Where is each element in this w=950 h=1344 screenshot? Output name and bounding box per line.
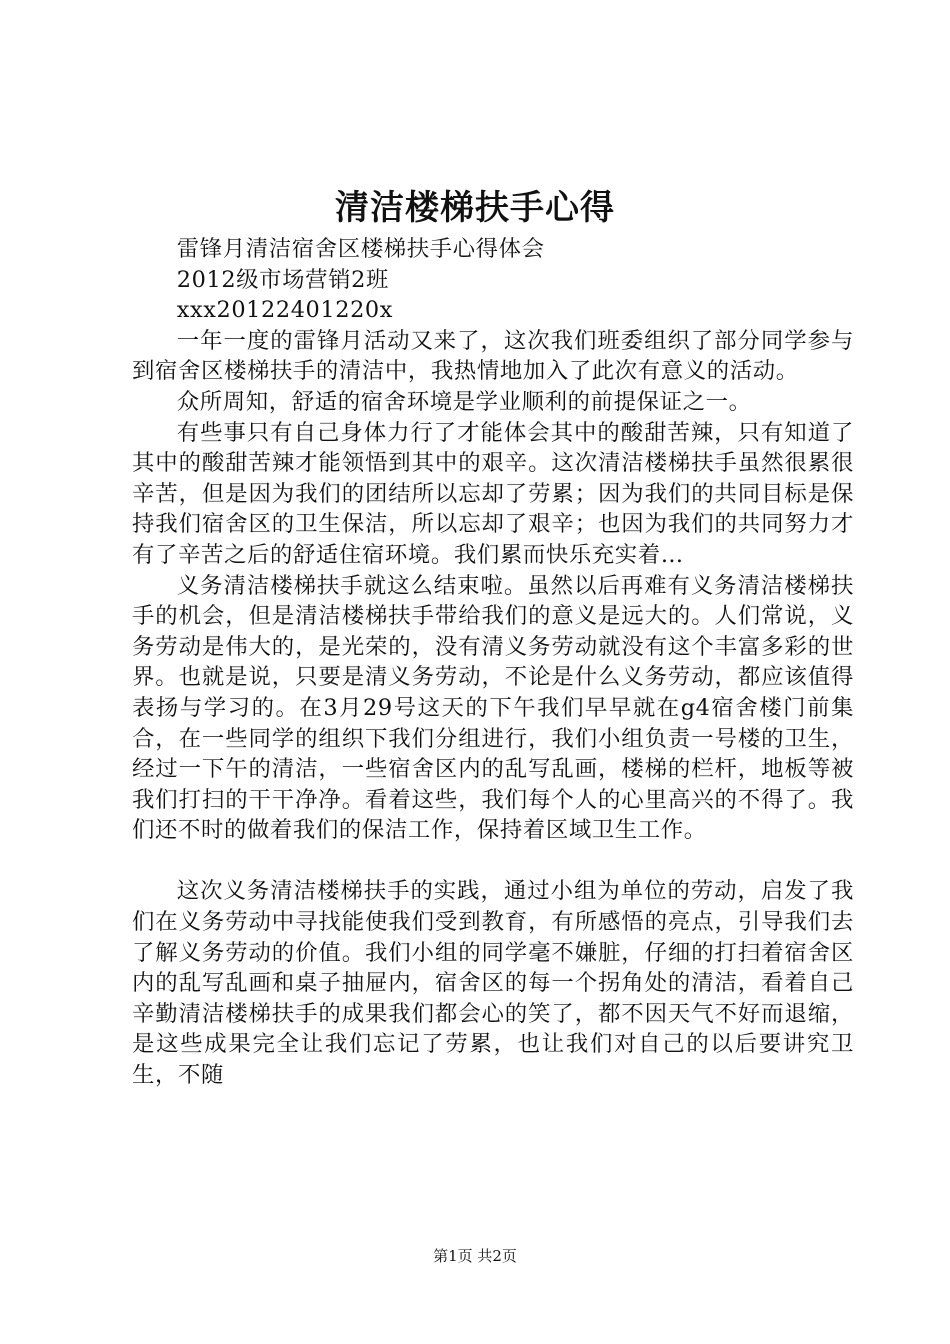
body-paragraph: 义务清洁楼梯扶手就这么结束啦。虽然以后再难有义务清洁楼梯扶手的机会，但是清洁楼梯扶手带给我们的意义是远大的。人们常说，义务劳动是伟大的，是光荣的，没有清义务劳动就没有这个丰富多彩的世界。也就是说，只要是清义务劳动，不论是什么义务劳动，都应该值得表扬与学习的。在3月29号这天的下午我们早早就在g4宿舍楼门前集合，在一些同学的组织下我们分组进行，我们小组负责一号楼的卫生，经过一下午的清洁，一些宿舍区内的乱写乱画，楼梯的栏杆，地板等被我们打扫的干干净净。看着这些，我们每个人的心里高兴的不得了。我们还不时的做着我们的保洁工作，保持着区域卫生工作。 <box>132 572 854 844</box>
class-line: 2012级市场营销2班 <box>176 266 389 293</box>
document-title: 清洁楼梯扶手心得 <box>335 188 615 228</box>
page-footer: 第1页 共2页 <box>433 1247 517 1265</box>
body-paragraph: 这次义务清洁楼梯扶手的实践，通过小组为单位的劳动，启发了我们在义务劳动中寻找能使我们受到教育，有所感悟的亮点，引导我们去了解义务劳动的价值。我们小组的同学毫不嫌脏，仔细的打扫着宿舍区内的乱写乱画和桌子抽屉内，宿舍区的每一个拐角处的清洁，看着自己辛勤清洁楼梯扶手的成果我们都会心的笑了，都不因天气不好而退缩，是这些成果完全让我们忘记了劳累，也让我们对自己的以后要讲究卫生，不随 <box>132 878 854 1089</box>
body-paragraph: 众所周知，舒适的宿舍环境是学业顺利的前提保证之一。 <box>176 388 752 415</box>
body-paragraph: 有些事只有自己身体力行了才能体会其中的酸甜苦辣，只有知道了其中的酸甜苦辣才能领悟到其中的艰辛。这次清洁楼梯扶手虽然很累很辛苦，但是因为我们的团结所以忘却了劳累；因为我们的共同目标是保持我们宿舍区的卫生保洁，所以忘却了艰辛；也因为我们的共同努力才有了辛苦之后的舒适住宿环境。我们累而快乐充实着… <box>132 419 854 568</box>
document-body <box>132 234 854 1091</box>
body-paragraph: 一年一度的雷锋月活动又来了，这次我们班委组织了部分同学参与到宿舍区楼梯扶手的清洁中，我热情地加入了此次有意义的活动。 <box>132 327 854 385</box>
student-id-line: xxx20122401220x <box>176 297 394 324</box>
subtitle-line: 雷锋月清洁宿舍区楼梯扶手心得体会 <box>176 236 545 262</box>
